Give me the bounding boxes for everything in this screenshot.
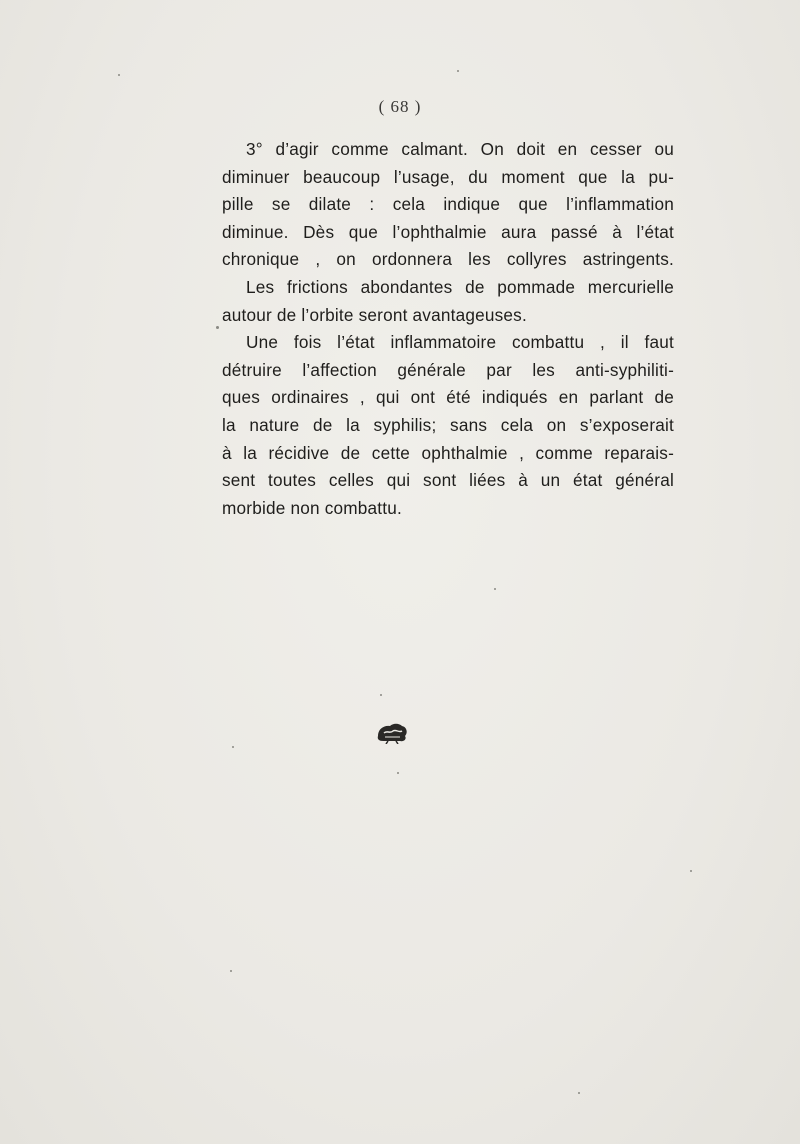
paper-speck [230, 970, 232, 972]
text-line: morbide non combattu. [222, 497, 402, 518]
paper-speck [232, 746, 234, 748]
paper-speck [578, 1092, 580, 1094]
paper-speck [380, 694, 382, 696]
paper-speck [118, 74, 120, 76]
text-line: détruire l’affection générale par les anti-syphiliti- [222, 359, 674, 380]
text-line: ques ordinaires , qui ont été indiqués en parlant de [222, 387, 674, 408]
paper-speck [397, 772, 399, 774]
body-text [222, 136, 674, 522]
paper-speck [690, 870, 692, 872]
text-line: chronique , on ordonnera les collyres astringents. [222, 249, 674, 270]
text-line: la nature de la syphilis; sans cela on s’exposerait [222, 414, 674, 435]
text-line: autour de l’orbite seront avantageuses. [222, 304, 527, 325]
printer-ornament-icon [375, 722, 409, 744]
text-line: diminue. Dès que l’ophthalmie aura passé à l’état [222, 221, 674, 242]
text-line: sent toutes celles qui sont liées à un état général [222, 470, 674, 491]
text-line: 3° d’agir comme calmant. On doit en cesser ou [246, 139, 674, 159]
text-line: diminuer beaucoup l’usage, du moment que la pu- [222, 166, 674, 187]
paper-speck [494, 588, 496, 590]
page-number: ( 68 ) [378, 97, 422, 116]
text-line: Les frictions abondantes de pommade mercurielle [246, 276, 674, 297]
text-line: à la récidive de cette ophthalmie , comme reparais- [222, 442, 674, 463]
paper-speck [216, 326, 219, 329]
text-line: pille se dilate : cela indique que l’inflammation [222, 194, 674, 215]
text-line: Une fois l’état inflammatoire combattu , il faut [246, 332, 674, 353]
paper-speck [457, 70, 459, 72]
